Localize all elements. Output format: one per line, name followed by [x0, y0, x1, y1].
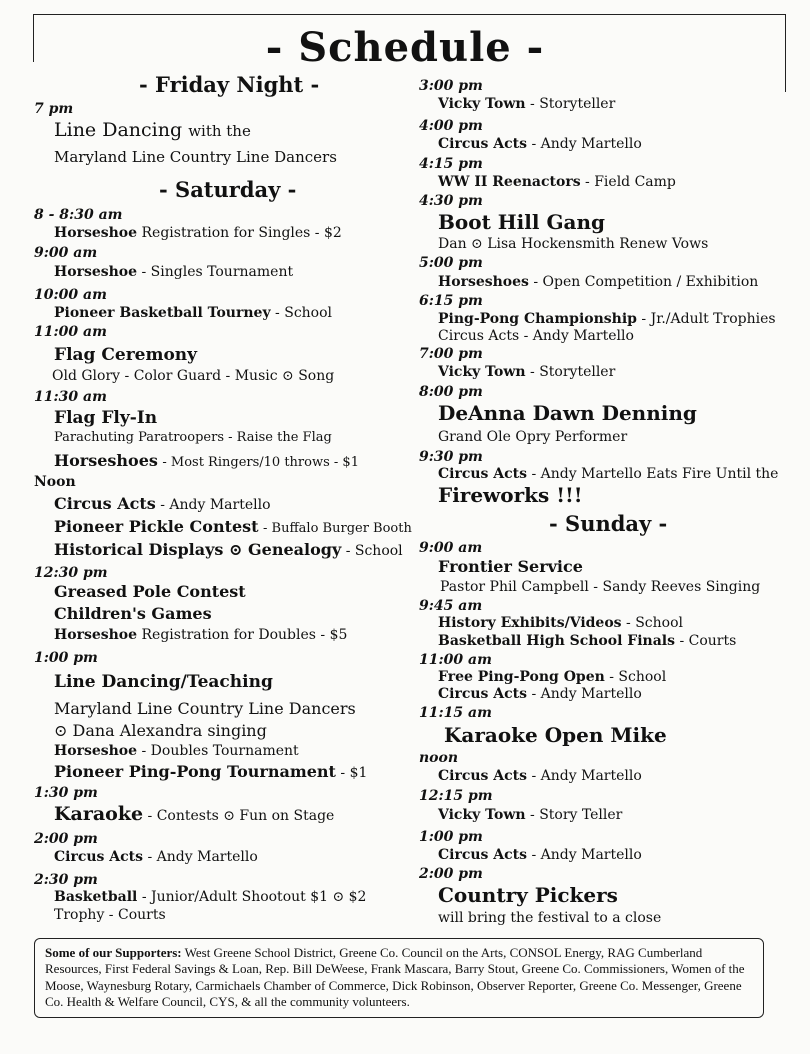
- time-label: 8 - 8:30 am: [34, 207, 123, 223]
- event-name: Country Pickers: [438, 883, 618, 907]
- event-row: Circus Acts - Andy Martello: [438, 328, 634, 344]
- event-row: Pioneer Ping-Pong Tournament - $1: [54, 762, 368, 781]
- event-row: WW II Reenactors - Field Camp: [438, 174, 676, 190]
- supporters-label: Some of our Supporters:: [45, 945, 182, 960]
- time-label: 11:00 am: [34, 324, 107, 340]
- event-row: Basketball High School Finals - Courts: [438, 633, 737, 649]
- event-name: Karaoke Open Mike: [444, 723, 667, 747]
- event-row: Horseshoe - Singles Tournament: [54, 264, 294, 280]
- time-label: 3:00 pm: [419, 78, 483, 94]
- event-sub: Maryland Line Country Line Dancers: [54, 148, 337, 166]
- event-row: Circus Acts - Andy Martello: [54, 494, 271, 513]
- time-label: 1:00 pm: [34, 650, 98, 666]
- time-label: Noon: [34, 474, 76, 490]
- time-label: noon: [419, 750, 459, 766]
- time-label: 1:30 pm: [34, 785, 98, 801]
- event-name: Line Dancing: [54, 119, 183, 141]
- time-label: 2:00 pm: [34, 831, 98, 847]
- event-row: Horseshoes - Open Competition / Exhibition: [438, 274, 759, 290]
- event-row: Horseshoe - Doubles Tournament: [54, 743, 299, 759]
- event-sub: Pastor Phil Campbell - Sandy Reeves Singing: [440, 579, 761, 595]
- event-row: Horseshoes - Most Ringers/10 throws - $1: [54, 451, 359, 470]
- event-row: Circus Acts - Andy Martello: [438, 847, 642, 863]
- event-name: Children's Games: [54, 604, 212, 623]
- event-name: Flag Ceremony: [54, 345, 198, 365]
- saturday-heading: - Saturday -: [159, 177, 297, 202]
- time-label: 5:00 pm: [419, 255, 483, 271]
- event-row: Ping-Pong Championship - Jr./Adult Trophies: [438, 311, 776, 327]
- time-label: 10:00 am: [34, 287, 107, 303]
- event-line-dancing: [54, 120, 251, 141]
- time-label: 12:30 pm: [34, 565, 108, 581]
- event-name: Flag Fly-In: [54, 408, 158, 428]
- event-sub: Maryland Line Country Line Dancers: [54, 699, 356, 718]
- event-sub: ⊙ Dana Alexandra singing: [54, 721, 267, 740]
- event-row: Circus Acts - Andy Martello: [54, 849, 258, 865]
- event-row: Karaoke - Contests ⊙ Fun on Stage: [54, 803, 335, 825]
- time-label: 2:00 pm: [419, 866, 483, 882]
- time-label: 11:00 am: [419, 652, 492, 668]
- event-sub: Grand Ole Opry Performer: [438, 429, 628, 445]
- time-label: 11:30 am: [34, 389, 107, 405]
- time-label: 9:30 pm: [419, 449, 483, 465]
- time-label: 7:00 pm: [419, 346, 483, 362]
- friday-heading: - Friday Night -: [139, 72, 320, 97]
- time-label: 8:00 pm: [419, 384, 483, 400]
- event-sub: Dan ⊙ Lisa Hockensmith Renew Vows: [438, 236, 709, 252]
- event-row: Circus Acts - Andy Martello: [438, 136, 642, 152]
- time-label: 4:00 pm: [419, 118, 483, 134]
- time-label: 4:30 pm: [419, 193, 483, 209]
- time-label: 6:15 pm: [419, 293, 483, 309]
- event-name: Boot Hill Gang: [438, 210, 606, 234]
- event-row: Free Ping-Pong Open - School: [438, 669, 667, 685]
- sunday-heading: - Sunday -: [549, 511, 668, 536]
- supporters-box: [34, 938, 764, 1018]
- supporters-text: West Greene School District, Greene Co. Council on the Arts, CONSOL Energy, RAG Cumberland Resources, First Federal Savings & Loan, Rep. Bill DeWeese, Frank Mascara, Barry Stout, Greene Co. Commissioners, Women of the Moose, Waynesburg Rotary, Carmichaels Chamber of Commerce, Dick Robinson, Observer Reporter, Greene Co. Messenger, Greene Co. Health & Welfare Council, CYS, & all the community volunteers.: [45, 945, 745, 1009]
- event-row: Vicky Town - Storyteller: [438, 364, 616, 380]
- event-row: Horseshoe Registration for Doubles - $5: [54, 627, 348, 643]
- time-label: 9:45 am: [419, 598, 483, 614]
- event-name: Frontier Service: [438, 557, 583, 576]
- event-row: Circus Acts - Andy Martello Eats Fire Until the: [438, 466, 779, 482]
- event-row: Vicky Town - Storyteller: [438, 96, 616, 112]
- event-name: Greased Pole Contest: [54, 582, 246, 601]
- event-row: Historical Displays ⊙ Genealogy - School: [54, 540, 403, 559]
- event-row: Horseshoe Registration for Singles - $2: [54, 225, 342, 241]
- time-label: 1:00 pm: [419, 829, 483, 845]
- event-name: Fireworks !!!: [438, 483, 583, 507]
- event-row: Pioneer Basketball Tourney - School: [54, 305, 333, 321]
- time-label: 7 pm: [34, 101, 74, 117]
- event-sub: Old Glory - Color Guard - Music ⊙ Song: [52, 368, 335, 384]
- event-name: Line Dancing/Teaching: [54, 672, 273, 692]
- time-label: 4:15 pm: [419, 156, 483, 172]
- event-desc: with the: [188, 122, 251, 140]
- event-sub: Parachuting Paratroopers - Raise the Flag: [54, 430, 332, 445]
- event-row: Basketball - Junior/Adult Shootout $1 ⊙ $2: [54, 889, 367, 905]
- event-row: History Exhibits/Videos - School: [438, 615, 683, 631]
- event-row: Vicky Town - Story Teller: [438, 807, 623, 823]
- event-sub: Trophy - Courts: [54, 907, 166, 923]
- frame-top-border: [33, 14, 785, 15]
- time-label: 9:00 am: [419, 540, 483, 556]
- page-title: - Schedule -: [265, 24, 545, 71]
- time-label: 12:15 pm: [419, 788, 493, 804]
- time-label: 2:30 pm: [34, 872, 98, 888]
- event-row: Circus Acts - Andy Martello: [438, 686, 642, 702]
- time-label: 11:15 am: [419, 705, 492, 721]
- time-label: 9:00 am: [34, 245, 98, 261]
- event-name: DeAnna Dawn Denning: [438, 401, 697, 425]
- event-row: Pioneer Pickle Contest - Buffalo Burger Booth: [54, 517, 412, 536]
- event-sub: will bring the festival to a close: [438, 910, 662, 926]
- event-row: Circus Acts - Andy Martello: [438, 768, 642, 784]
